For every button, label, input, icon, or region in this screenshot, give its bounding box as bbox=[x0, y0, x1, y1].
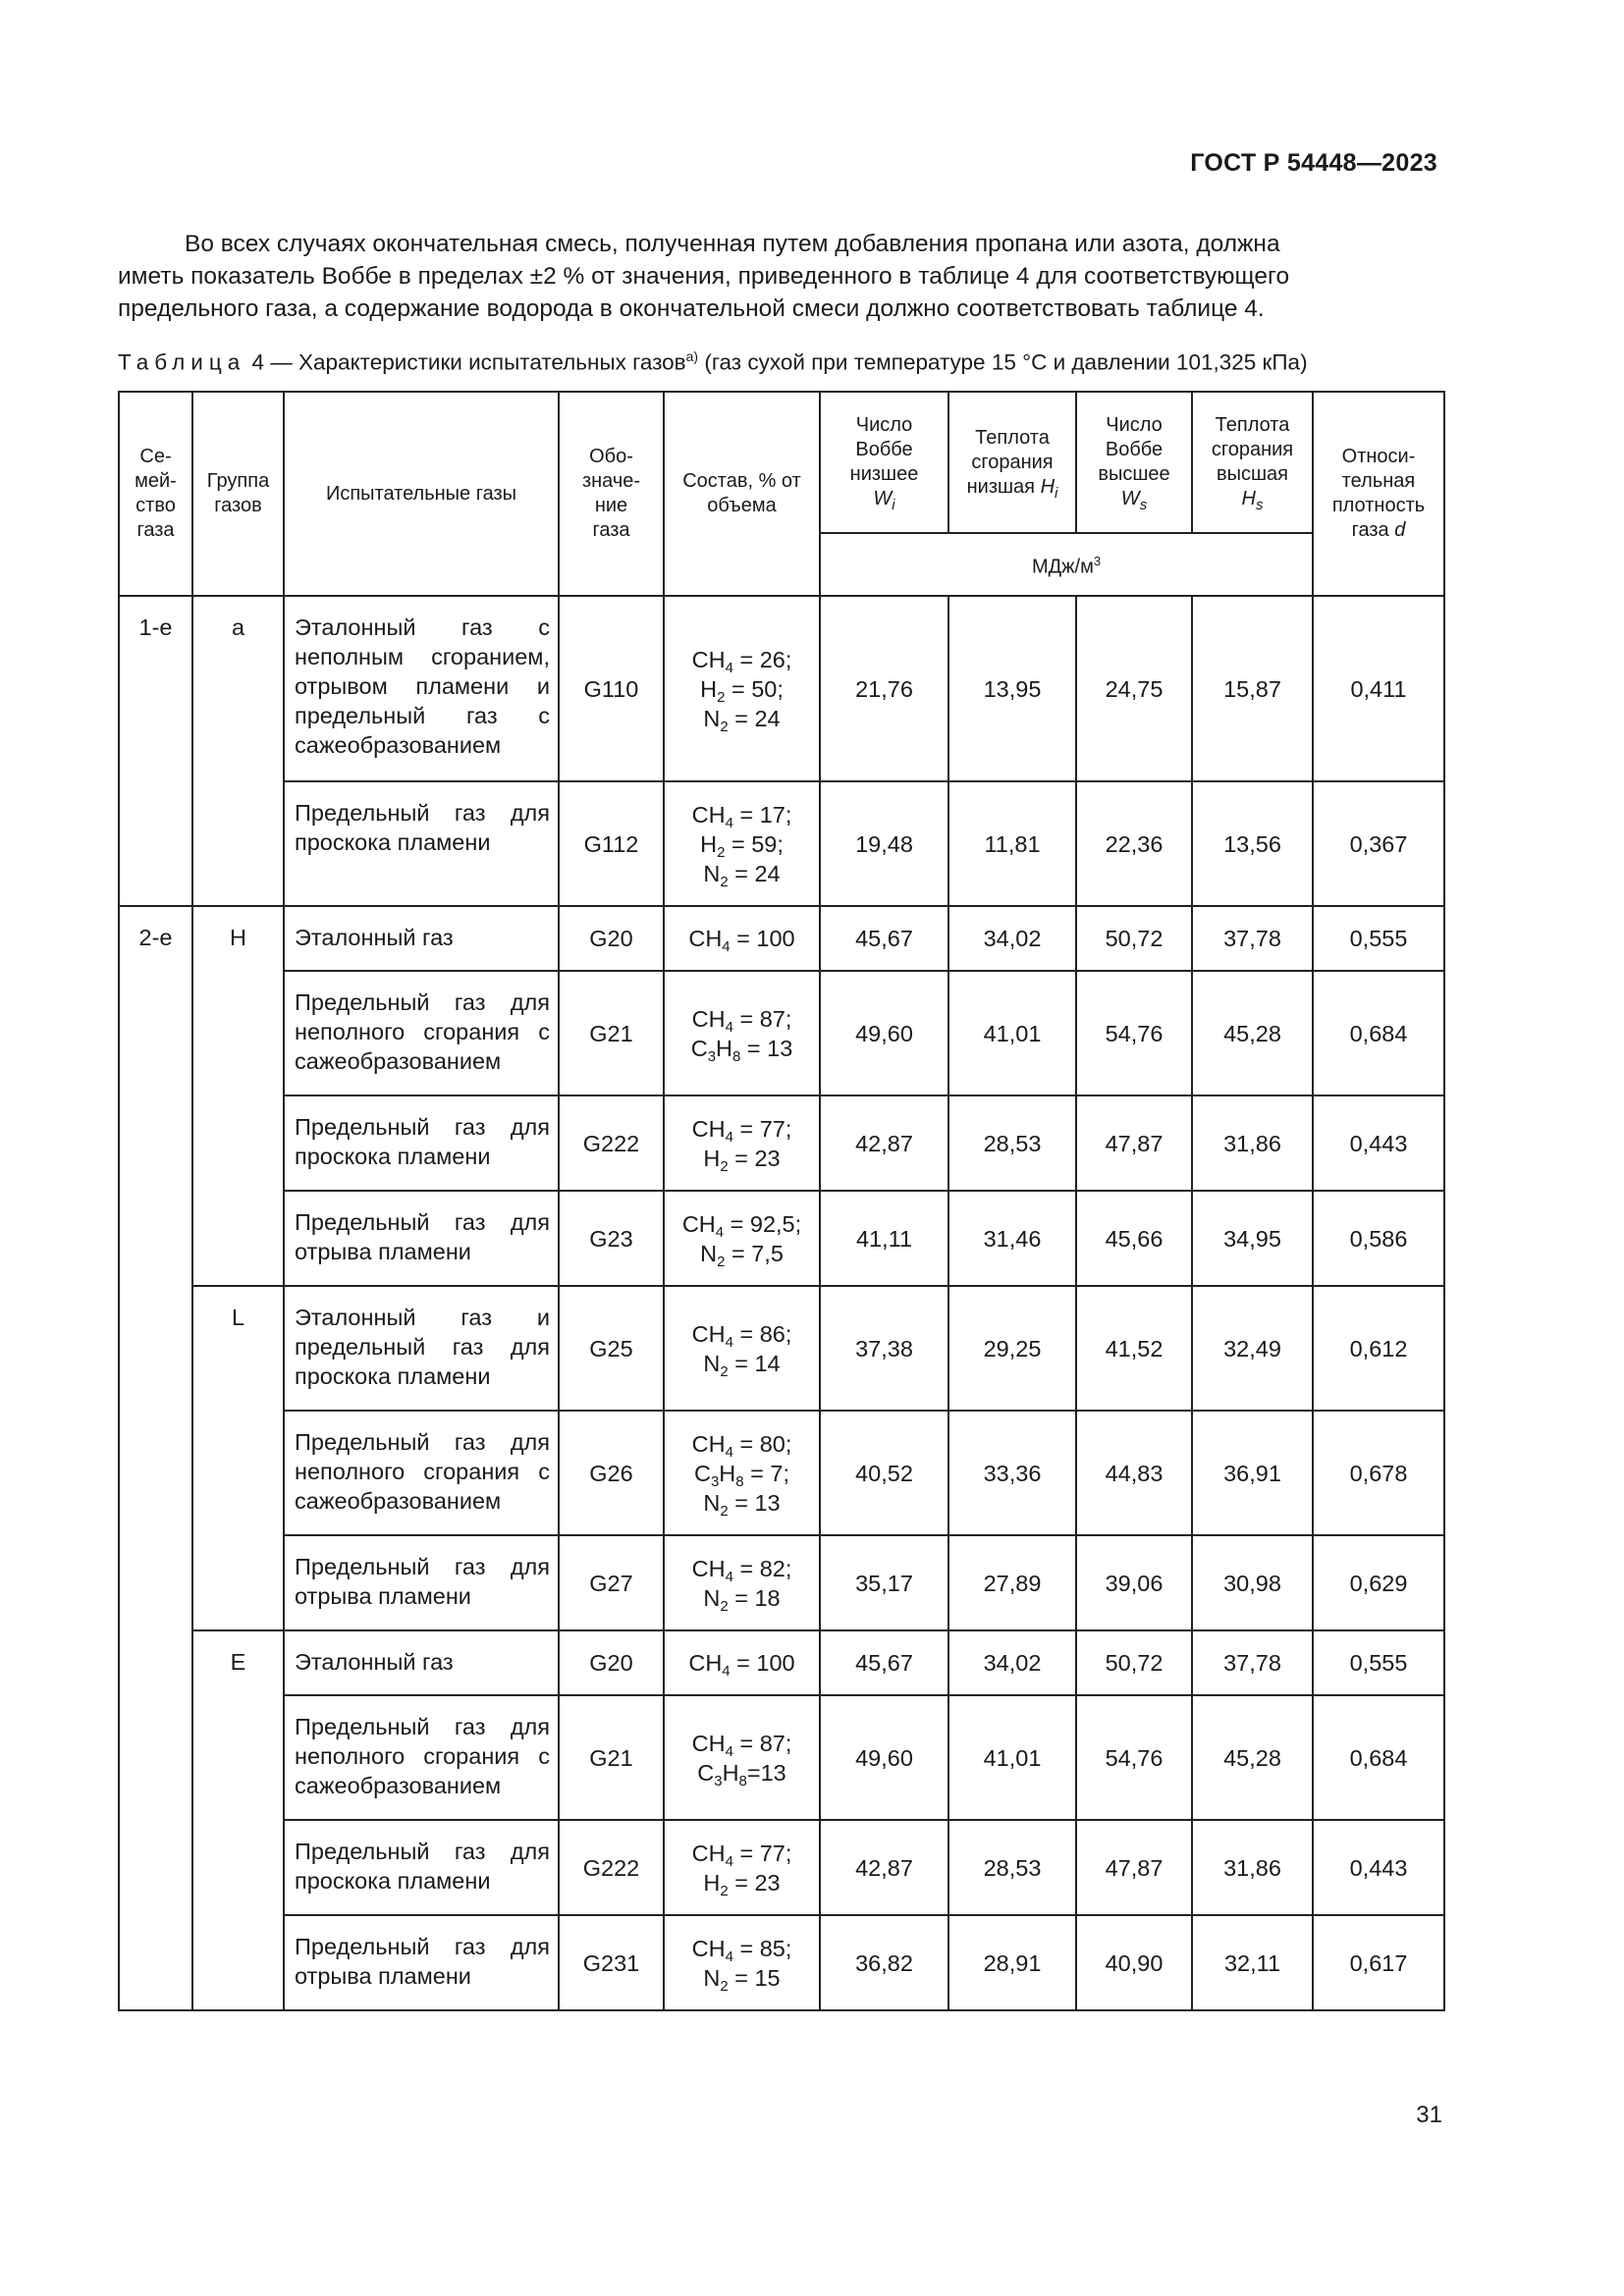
wobbe-low-cell: 21,76 bbox=[820, 596, 948, 781]
formula-subscript: 2 bbox=[720, 718, 729, 735]
composition-line bbox=[671, 829, 813, 859]
formula-text: N bbox=[700, 1240, 718, 1266]
header-heat-low bbox=[948, 392, 1076, 533]
gas-designation-cell: G231 bbox=[559, 1915, 664, 2010]
formula-subscript: 2 bbox=[717, 1253, 726, 1270]
formula-text: CH bbox=[691, 1320, 726, 1347]
formula-text: H bbox=[703, 1869, 721, 1896]
formula-text: CH bbox=[688, 1650, 723, 1676]
composition-line bbox=[671, 1839, 813, 1868]
gas-designation-cell: G26 bbox=[559, 1411, 664, 1535]
formula-text: CH bbox=[691, 1555, 726, 1581]
density-cell: 0,367 bbox=[1313, 781, 1444, 906]
wobbe-low-cell: 42,87 bbox=[820, 1095, 948, 1191]
heat-high-cell: 45,28 bbox=[1192, 971, 1313, 1095]
wobbe-low-cell: 45,67 bbox=[820, 906, 948, 971]
gas-composition-cell bbox=[664, 1191, 820, 1286]
heat-high-cell: 13,56 bbox=[1192, 781, 1313, 906]
gas-designation-cell: G110 bbox=[559, 596, 664, 781]
caption-footnote-mark: а) bbox=[685, 348, 699, 364]
gas-composition-cell bbox=[664, 1695, 820, 1820]
intro-line: иметь показатель Воббе в пределах ±2 % от значения, приведенного в таблице 4 для соответствующего bbox=[118, 263, 1290, 290]
heat-low-cell: 34,02 bbox=[948, 1630, 1076, 1695]
composition-line bbox=[671, 1934, 813, 1963]
table-row bbox=[119, 1695, 1444, 1820]
header-symbol: H bbox=[1241, 488, 1256, 509]
formula-text: = 50; bbox=[725, 675, 784, 702]
heat-low-cell: 41,01 bbox=[948, 1695, 1076, 1820]
header-symbol-index: s bbox=[1255, 497, 1264, 513]
header-text: Число Воббе высшее bbox=[1098, 414, 1170, 485]
header-group: Группа газов bbox=[192, 392, 284, 596]
formula-subscript: 3 bbox=[707, 1047, 717, 1065]
table-row bbox=[119, 1820, 1444, 1915]
composition-line bbox=[671, 1583, 813, 1613]
formula-subscript: 4 bbox=[722, 938, 731, 955]
formula-subscript: 4 bbox=[725, 814, 733, 831]
wobbe-high-cell: 50,72 bbox=[1076, 906, 1192, 971]
formula-subscript: 4 bbox=[725, 1128, 733, 1146]
gas-name-cell: Предельный газ для проскока пламени bbox=[284, 1095, 559, 1191]
formula-text: = 13 bbox=[740, 1035, 793, 1061]
gas-composition-cell bbox=[664, 1286, 820, 1411]
formula-text: = 23 bbox=[728, 1869, 781, 1896]
wobbe-low-cell: 19,48 bbox=[820, 781, 948, 906]
composition-line bbox=[671, 1963, 813, 1993]
formula-text: = 77; bbox=[732, 1115, 792, 1142]
density-cell: 0,684 bbox=[1313, 1695, 1444, 1820]
wobbe-high-cell: 22,36 bbox=[1076, 781, 1192, 906]
formula-text: N bbox=[703, 860, 721, 886]
gas-designation-cell: G23 bbox=[559, 1191, 664, 1286]
unit-exponent: 3 bbox=[1093, 554, 1102, 569]
intro-line: Во всех случаях окончательная смесь, полученная путем добавления пропана или азота, должна bbox=[185, 231, 1280, 257]
wobbe-low-cell: 41,11 bbox=[820, 1191, 948, 1286]
density-cell: 0,443 bbox=[1313, 1095, 1444, 1191]
gas-composition-cell bbox=[664, 1630, 820, 1695]
density-cell: 0,684 bbox=[1313, 971, 1444, 1095]
wobbe-high-cell: 41,52 bbox=[1076, 1286, 1192, 1411]
wobbe-low-cell: 37,38 bbox=[820, 1286, 948, 1411]
density-cell: 0,586 bbox=[1313, 1191, 1444, 1286]
formula-text: CH bbox=[691, 801, 726, 828]
formula-text: C bbox=[690, 1035, 708, 1061]
formula-text: CH bbox=[691, 1730, 726, 1756]
formula-subscript: 2 bbox=[717, 688, 726, 706]
formula-text: = 18 bbox=[728, 1584, 781, 1611]
formula-subscript: 2 bbox=[720, 873, 729, 890]
wobbe-high-cell: 44,83 bbox=[1076, 1411, 1192, 1535]
formula-subscript: 4 bbox=[725, 1443, 733, 1461]
formula-subscript: 2 bbox=[720, 1977, 729, 1995]
composition-line bbox=[671, 1429, 813, 1459]
formula-text: CH bbox=[691, 1005, 726, 1032]
heat-low-cell: 28,91 bbox=[948, 1915, 1076, 2010]
formula-text: H bbox=[700, 675, 718, 702]
gas-group-cell: H bbox=[192, 906, 284, 1286]
formula-text: = 26; bbox=[732, 646, 792, 672]
wobbe-high-cell: 54,76 bbox=[1076, 971, 1192, 1095]
density-cell: 0,617 bbox=[1313, 1915, 1444, 2010]
formula-text: H bbox=[722, 1759, 739, 1786]
formula-text: H bbox=[703, 1145, 721, 1171]
gas-name-cell: Предельный газ для отрыва пламени bbox=[284, 1191, 559, 1286]
formula-text: = 87; bbox=[732, 1005, 792, 1032]
gas-composition-cell bbox=[664, 906, 820, 971]
composition-line bbox=[671, 1114, 813, 1144]
table-row bbox=[119, 971, 1444, 1095]
gas-composition-cell bbox=[664, 781, 820, 906]
composition-line bbox=[671, 1758, 813, 1788]
formula-subscript: 8 bbox=[738, 1772, 747, 1789]
formula-text: CH bbox=[691, 1430, 726, 1457]
formula-subscript: 2 bbox=[720, 1597, 729, 1615]
header-heat-high bbox=[1192, 392, 1313, 533]
heat-low-cell: 28,53 bbox=[948, 1820, 1076, 1915]
formula-subscript: 4 bbox=[725, 1333, 733, 1351]
formula-text: N bbox=[703, 705, 721, 731]
density-cell: 0,411 bbox=[1313, 596, 1444, 781]
gas-designation-cell: G21 bbox=[559, 971, 664, 1095]
formula-text: = 82; bbox=[732, 1555, 792, 1581]
heat-high-cell: 31,86 bbox=[1192, 1820, 1313, 1915]
formula-text: = 13 bbox=[728, 1489, 781, 1516]
wobbe-low-cell: 40,52 bbox=[820, 1411, 948, 1535]
header-symbol-index: i bbox=[1055, 484, 1058, 502]
table-row bbox=[119, 1286, 1444, 1411]
density-cell: 0,555 bbox=[1313, 906, 1444, 971]
header-symbol-index: s bbox=[1139, 497, 1148, 513]
gas-name-cell: Эталонный газ с неполным сгоранием, отрывом пламени и предельный газ с сажеобразованием bbox=[284, 596, 559, 781]
composition-line bbox=[671, 1004, 813, 1034]
wobbe-high-cell: 54,76 bbox=[1076, 1695, 1192, 1820]
gas-composition-cell bbox=[664, 1820, 820, 1915]
composition-line bbox=[671, 645, 813, 674]
header-text: Число Воббе низшее bbox=[849, 414, 919, 485]
composition-line bbox=[671, 1034, 813, 1063]
formula-text: = 86; bbox=[732, 1320, 792, 1347]
formula-text: CH bbox=[691, 1115, 726, 1142]
heat-high-cell: 32,49 bbox=[1192, 1286, 1313, 1411]
formula-text: = 15 bbox=[728, 1964, 781, 1991]
formula-text: CH bbox=[691, 1840, 726, 1866]
formula-text: CH bbox=[691, 646, 726, 672]
formula-text: = 92,5; bbox=[724, 1210, 802, 1237]
formula-subscript: 2 bbox=[717, 843, 726, 861]
formula-subscript: 8 bbox=[732, 1047, 741, 1065]
gas-group-cell: L bbox=[192, 1286, 284, 1630]
wobbe-low-cell: 35,17 bbox=[820, 1535, 948, 1630]
formula-text: = 77; bbox=[732, 1840, 792, 1866]
header-family: Се- мей- ство газа bbox=[119, 392, 192, 596]
heat-high-cell: 45,28 bbox=[1192, 1695, 1313, 1820]
formula-text: = 14 bbox=[728, 1350, 781, 1376]
gas-designation-cell: G20 bbox=[559, 906, 664, 971]
gas-name-cell: Предельный газ для проскока пламени bbox=[284, 781, 559, 906]
caption-label: Таблица bbox=[118, 349, 246, 375]
gas-name-cell: Предельный газ для неполного сгорания с сажеобразованием bbox=[284, 1695, 559, 1820]
wobbe-high-cell: 40,90 bbox=[1076, 1915, 1192, 2010]
header-text: Теплота сгорания низшая bbox=[966, 426, 1054, 498]
header-symbol: W bbox=[1120, 488, 1140, 509]
heat-low-cell: 34,02 bbox=[948, 906, 1076, 971]
formula-text: = 87; bbox=[732, 1730, 792, 1756]
composition-line bbox=[671, 1488, 813, 1518]
composition-line bbox=[671, 1648, 813, 1678]
formula-text: H bbox=[700, 830, 718, 857]
formula-subscript: 2 bbox=[720, 1882, 729, 1899]
formula-subscript: 4 bbox=[715, 1223, 725, 1241]
formula-text: N bbox=[703, 1350, 721, 1376]
density-cell: 0,629 bbox=[1313, 1535, 1444, 1630]
heat-low-cell: 11,81 bbox=[948, 781, 1076, 906]
heat-high-cell: 15,87 bbox=[1192, 596, 1313, 781]
heat-high-cell: 31,86 bbox=[1192, 1095, 1313, 1191]
heat-low-cell: 29,25 bbox=[948, 1286, 1076, 1411]
header-text: Относи- тельная плотность газа bbox=[1331, 446, 1426, 541]
composition-line bbox=[671, 704, 813, 733]
heat-high-cell: 34,95 bbox=[1192, 1191, 1313, 1286]
composition-line bbox=[671, 1209, 813, 1239]
heat-high-cell: 37,78 bbox=[1192, 906, 1313, 971]
header-designation: Обо- значе- ние газа bbox=[559, 392, 664, 596]
formula-subscript: 4 bbox=[725, 1742, 733, 1760]
formula-subscript: 8 bbox=[735, 1472, 744, 1490]
gas-designation-cell: G222 bbox=[559, 1820, 664, 1915]
caption-title: — Характеристики испытательных газов bbox=[270, 349, 686, 375]
heat-high-cell: 36,91 bbox=[1192, 1411, 1313, 1535]
gas-designation-cell: G222 bbox=[559, 1095, 664, 1191]
composition-line bbox=[671, 859, 813, 888]
formula-text: = 23 bbox=[728, 1145, 781, 1171]
table-caption bbox=[118, 348, 1443, 376]
density-cell: 0,555 bbox=[1313, 1630, 1444, 1695]
table-row bbox=[119, 781, 1444, 906]
test-gases-table bbox=[118, 391, 1445, 2011]
heat-low-cell: 27,89 bbox=[948, 1535, 1076, 1630]
formula-text: = 24 bbox=[728, 705, 781, 731]
table-body bbox=[119, 596, 1444, 2010]
header-density bbox=[1313, 392, 1444, 596]
formula-text: =13 bbox=[746, 1759, 786, 1786]
header-unit: МДж/$м^3$ bbox=[820, 533, 1313, 596]
header-symbol: d bbox=[1394, 519, 1406, 541]
wobbe-high-cell: 47,87 bbox=[1076, 1095, 1192, 1191]
gas-composition-cell bbox=[664, 1535, 820, 1630]
heat-low-cell: 28,53 bbox=[948, 1095, 1076, 1191]
gas-family-cell: 2-е bbox=[119, 906, 192, 2010]
formula-subscript: 2 bbox=[720, 1502, 729, 1520]
wobbe-high-cell: 50,72 bbox=[1076, 1630, 1192, 1695]
wobbe-high-cell: 45,66 bbox=[1076, 1191, 1192, 1286]
gas-designation-cell: G112 bbox=[559, 781, 664, 906]
heat-high-cell: 37,78 bbox=[1192, 1630, 1313, 1695]
formula-text: C bbox=[693, 1460, 711, 1486]
header-symbol-index: i bbox=[892, 497, 895, 513]
gas-name-cell: Предельный газ для неполного сгорания с сажеобразованием bbox=[284, 1411, 559, 1535]
heat-high-cell: 32,11 bbox=[1192, 1915, 1313, 2010]
heat-low-cell: 41,01 bbox=[948, 971, 1076, 1095]
composition-line bbox=[671, 1239, 813, 1268]
formula-text: N bbox=[703, 1489, 721, 1516]
composition-line bbox=[671, 1349, 813, 1378]
gas-name-cell: Эталонный газ и предельный газ для проскока пламени bbox=[284, 1286, 559, 1411]
table-row bbox=[119, 1095, 1444, 1191]
caption-number: 4 bbox=[251, 349, 265, 375]
header-text: Теплота сгорания высшая bbox=[1211, 414, 1294, 485]
formula-text: N bbox=[703, 1964, 721, 1991]
heat-low-cell: 13,95 bbox=[948, 596, 1076, 781]
formula-text: CH bbox=[681, 1210, 716, 1237]
gas-composition-cell bbox=[664, 1915, 820, 2010]
table-row bbox=[119, 1191, 1444, 1286]
formula-text: = 85; bbox=[732, 1935, 792, 1961]
gas-group-cell: a bbox=[192, 596, 284, 906]
heat-low-cell: 33,36 bbox=[948, 1411, 1076, 1535]
formula-text: = 7; bbox=[743, 1460, 790, 1486]
wobbe-low-cell: 36,82 bbox=[820, 1915, 948, 2010]
gas-name-cell: Предельный газ для неполного сгорания с сажеобразованием bbox=[284, 971, 559, 1095]
formula-text: H bbox=[716, 1035, 733, 1061]
heat-low-cell: 31,46 bbox=[948, 1191, 1076, 1286]
gas-name-cell: Предельный газ для проскока пламени bbox=[284, 1820, 559, 1915]
gas-designation-cell: G27 bbox=[559, 1535, 664, 1630]
formula-text: = 80; bbox=[732, 1430, 792, 1457]
formula-text: C bbox=[697, 1759, 715, 1786]
formula-subscript: 4 bbox=[725, 1852, 733, 1870]
page-number: 31 bbox=[1416, 2102, 1442, 2128]
gas-name-cell: Предельный газ для отрыва пламени bbox=[284, 1915, 559, 2010]
gas-designation-cell: G25 bbox=[559, 1286, 664, 1411]
composition-line bbox=[671, 1459, 813, 1488]
formula-text: = 24 bbox=[728, 860, 781, 886]
table-row bbox=[119, 906, 1444, 971]
document-code: ГОСТ Р 54448—2023 bbox=[1190, 149, 1437, 177]
gas-designation-cell: G20 bbox=[559, 1630, 664, 1695]
formula-subscript: 4 bbox=[725, 659, 733, 676]
table-row bbox=[119, 1915, 1444, 2010]
formula-subscript: 4 bbox=[725, 1568, 733, 1585]
formula-subscript: 3 bbox=[714, 1772, 723, 1789]
header-test-gases: Испытательные газы bbox=[284, 392, 559, 596]
table-row bbox=[119, 596, 1444, 781]
formula-subscript: 4 bbox=[722, 1663, 731, 1680]
gas-family-cell: 1-е bbox=[119, 596, 192, 906]
gas-name-cell: Эталонный газ bbox=[284, 906, 559, 971]
header-symbol: W bbox=[873, 488, 893, 509]
density-cell: 0,678 bbox=[1313, 1411, 1444, 1535]
composition-line bbox=[671, 1868, 813, 1897]
gas-composition-cell bbox=[664, 1095, 820, 1191]
table-row bbox=[119, 1630, 1444, 1695]
gas-composition-cell bbox=[664, 1411, 820, 1535]
gas-group-cell: E bbox=[192, 1630, 284, 2010]
formula-text: = 100 bbox=[730, 1650, 795, 1676]
composition-line bbox=[671, 1729, 813, 1758]
formula-text: = 17; bbox=[732, 801, 792, 828]
formula-text: CH bbox=[691, 1935, 726, 1961]
gas-designation-cell: G21 bbox=[559, 1695, 664, 1820]
wobbe-low-cell: 49,60 bbox=[820, 971, 948, 1095]
composition-line bbox=[671, 1319, 813, 1349]
header-symbol: H bbox=[1040, 475, 1056, 498]
gas-composition-cell bbox=[664, 596, 820, 781]
formula-subscript: 4 bbox=[725, 1948, 733, 1965]
composition-line bbox=[671, 1144, 813, 1173]
header-wobbe-low bbox=[820, 392, 948, 533]
formula-text: = 100 bbox=[730, 926, 795, 951]
intro-line: предельного газа, а содержание водорода в окончательной смеси должно соответствовать таблице 4. bbox=[118, 295, 1265, 322]
density-cell: 0,612 bbox=[1313, 1286, 1444, 1411]
composition-line bbox=[671, 800, 813, 829]
gas-name-cell: Эталонный газ bbox=[284, 1630, 559, 1695]
wobbe-low-cell: 42,87 bbox=[820, 1820, 948, 1915]
heat-high-cell: 30,98 bbox=[1192, 1535, 1313, 1630]
intro-paragraph bbox=[118, 228, 1439, 325]
formula-text: H bbox=[719, 1460, 736, 1486]
caption-conditions: (газ сухой при температуре 15 °С и давлении 101,325 кПа) bbox=[698, 349, 1308, 375]
wobbe-high-cell: 24,75 bbox=[1076, 596, 1192, 781]
wobbe-low-cell: 49,60 bbox=[820, 1695, 948, 1820]
formula-text: = 7,5 bbox=[725, 1240, 784, 1266]
header-wobbe-high bbox=[1076, 392, 1192, 533]
header-composition: Состав, % от объема bbox=[664, 392, 820, 596]
composition-line bbox=[671, 674, 813, 704]
wobbe-high-cell: 47,87 bbox=[1076, 1820, 1192, 1915]
wobbe-low-cell: 45,67 bbox=[820, 1630, 948, 1695]
formula-text: CH bbox=[688, 926, 723, 951]
composition-line bbox=[671, 924, 813, 953]
formula-text: = 59; bbox=[725, 830, 784, 857]
formula-subscript: 2 bbox=[720, 1157, 729, 1175]
table-row bbox=[119, 1411, 1444, 1535]
formula-subscript: 4 bbox=[725, 1018, 733, 1036]
composition-line bbox=[671, 1554, 813, 1583]
formula-text: N bbox=[703, 1584, 721, 1611]
gas-name-cell: Предельный газ для отрыва пламени bbox=[284, 1535, 559, 1630]
wobbe-high-cell: 39,06 bbox=[1076, 1535, 1192, 1630]
formula-subscript: 2 bbox=[720, 1362, 729, 1380]
table-row bbox=[119, 1535, 1444, 1630]
gas-composition-cell bbox=[664, 971, 820, 1095]
density-cell: 0,443 bbox=[1313, 1820, 1444, 1915]
formula-subscript: 3 bbox=[710, 1472, 720, 1490]
